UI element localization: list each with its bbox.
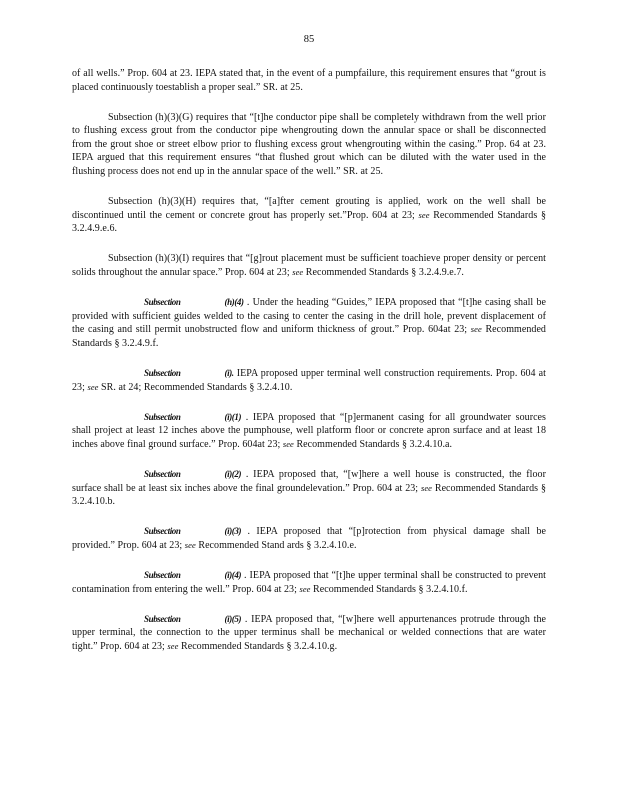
paragraph-text: IEPA proposed upper terminal well construction requirements. Prop. 604 at 23; see SR. at 24; Recommended Standards § 3.2.4.10.: [72, 368, 546, 393]
subsection-label: Subsection: [144, 411, 181, 422]
paragraph: [72, 367, 546, 394]
paragraph-text: Subsection (h)(3)(I) requires that “[g]rout placement must be sufficient toachieve proper density or percent solids throughout the annular space.” Prop. 604 at 23; see Recommended Standards § 3.2.4.9.e.7.: [72, 253, 546, 279]
subsection-label: Subsection: [144, 569, 181, 580]
paragraph-text: . IEPA proposed that “[t]he upper terminal shall be constructed to prevent contamination from entering the well.” Prop. 604 at 23; see Recommended Standards § 3.2.4.10.f.: [72, 569, 546, 595]
paragraph-text: Subsection (h)(3)(H) requires that, “[a]fter cement grouting is applied, work on the well shall be discontinued until the cement or concrete grout has properly set.”Prop. 604 at 23; see Recommended Standards § 3.2.4.9.e.6.: [72, 196, 546, 235]
paragraph-text: Subsection (h)(3)(G) requires that “[t]he conductor pipe shall be completely withdrawn from the well prior to flushing excess grout from the conductor pipe whengrouting down the annular space or shall be disconnected from the grout shoe or street elbow prior to flushing excess grout whengrouting within the casing.” Prop. 64 at 23. IEPA argued that this requirement ensures “that flushed grout which can be diluted with the water used in the flushing process does not end up in the annular space of the well.” SR. at 25.: [72, 111, 546, 178]
paragraph: [72, 411, 546, 452]
subsection-label: Subsection: [144, 297, 181, 308]
subsection-ref: (i)(5): [224, 613, 242, 624]
paragraph-text: . Under the heading “Guides,” IEPA proposed that “[t]he casing shall be provided with sufficient guides welded to the casing to center the casing in the drill hole, prevent displacement of the casing and still permit unobstructed flow and uniform thickness of grout.” Prop. 604at 23; see Recommended Standards § 3.2.4.9.f.: [72, 297, 546, 349]
subsection-ref: (h)(4): [224, 297, 244, 308]
subsection-ref: (i)(4): [224, 569, 242, 580]
body-text: [72, 67, 546, 653]
paragraph: [72, 613, 546, 654]
subsection-label: Subsection: [144, 526, 181, 537]
subsection-ref: (i).: [224, 368, 234, 378]
page-number: 85: [303, 34, 315, 45]
paragraph: [72, 468, 546, 509]
subsection-label: Subsection: [144, 468, 181, 479]
paragraph-text: . IEPA proposed that “[p]ermanent casing for all groundwater sources shall project at least 12 inches above the pumphouse, well platform floor or concrete apron surface and at least 18 inches above final ground surface.” Prop. 604at 23; see Recommended Standards § 3.2.4.10.a.: [72, 411, 546, 450]
paragraph: [72, 195, 546, 236]
paragraph: [72, 296, 546, 350]
paragraph: [72, 111, 546, 179]
paragraph: [72, 252, 546, 279]
paragraph-text: . IEPA proposed that “[p]rotection from physical damage shall be provided.” Prop. 604 at 23; see Recommended Stand ards § 3.2.4.10.e.: [72, 526, 546, 551]
subsection-label: Subsection: [144, 613, 181, 624]
paragraph-text: of all wells.” Prop. 604 at 23. IEPA stated that, in the event of a pumpfailure, this requirement ensures that “grout is placed continuously toestablish a proper seal.” SR. at 25.: [72, 68, 546, 93]
paragraph: [72, 525, 546, 552]
subsection-label: Subsection: [144, 368, 181, 378]
subsection-ref: (i)(2): [224, 468, 242, 479]
subsection-ref: (i)(3): [224, 526, 242, 537]
subsection-ref: (i)(1): [224, 411, 242, 422]
paragraph-text: . IEPA proposed that, “[w]here well appurtenances protrude through the upper terminal, the connection to the upper terminus shall be mechanical or welded connections that are water tight.” Prop. 604 at 23; see Recommended Standards § 3.2.4.10.g.: [72, 613, 546, 652]
paragraph-text: . IEPA proposed that, “[w]here a well house is constructed, the floor surface shall be at least six inches above the final groundelevation.” Prop. 604 at 23; see Recommended Standards § 3.2.4.10.b.: [72, 468, 546, 508]
paragraph: [72, 569, 546, 596]
paragraph: [72, 67, 546, 94]
